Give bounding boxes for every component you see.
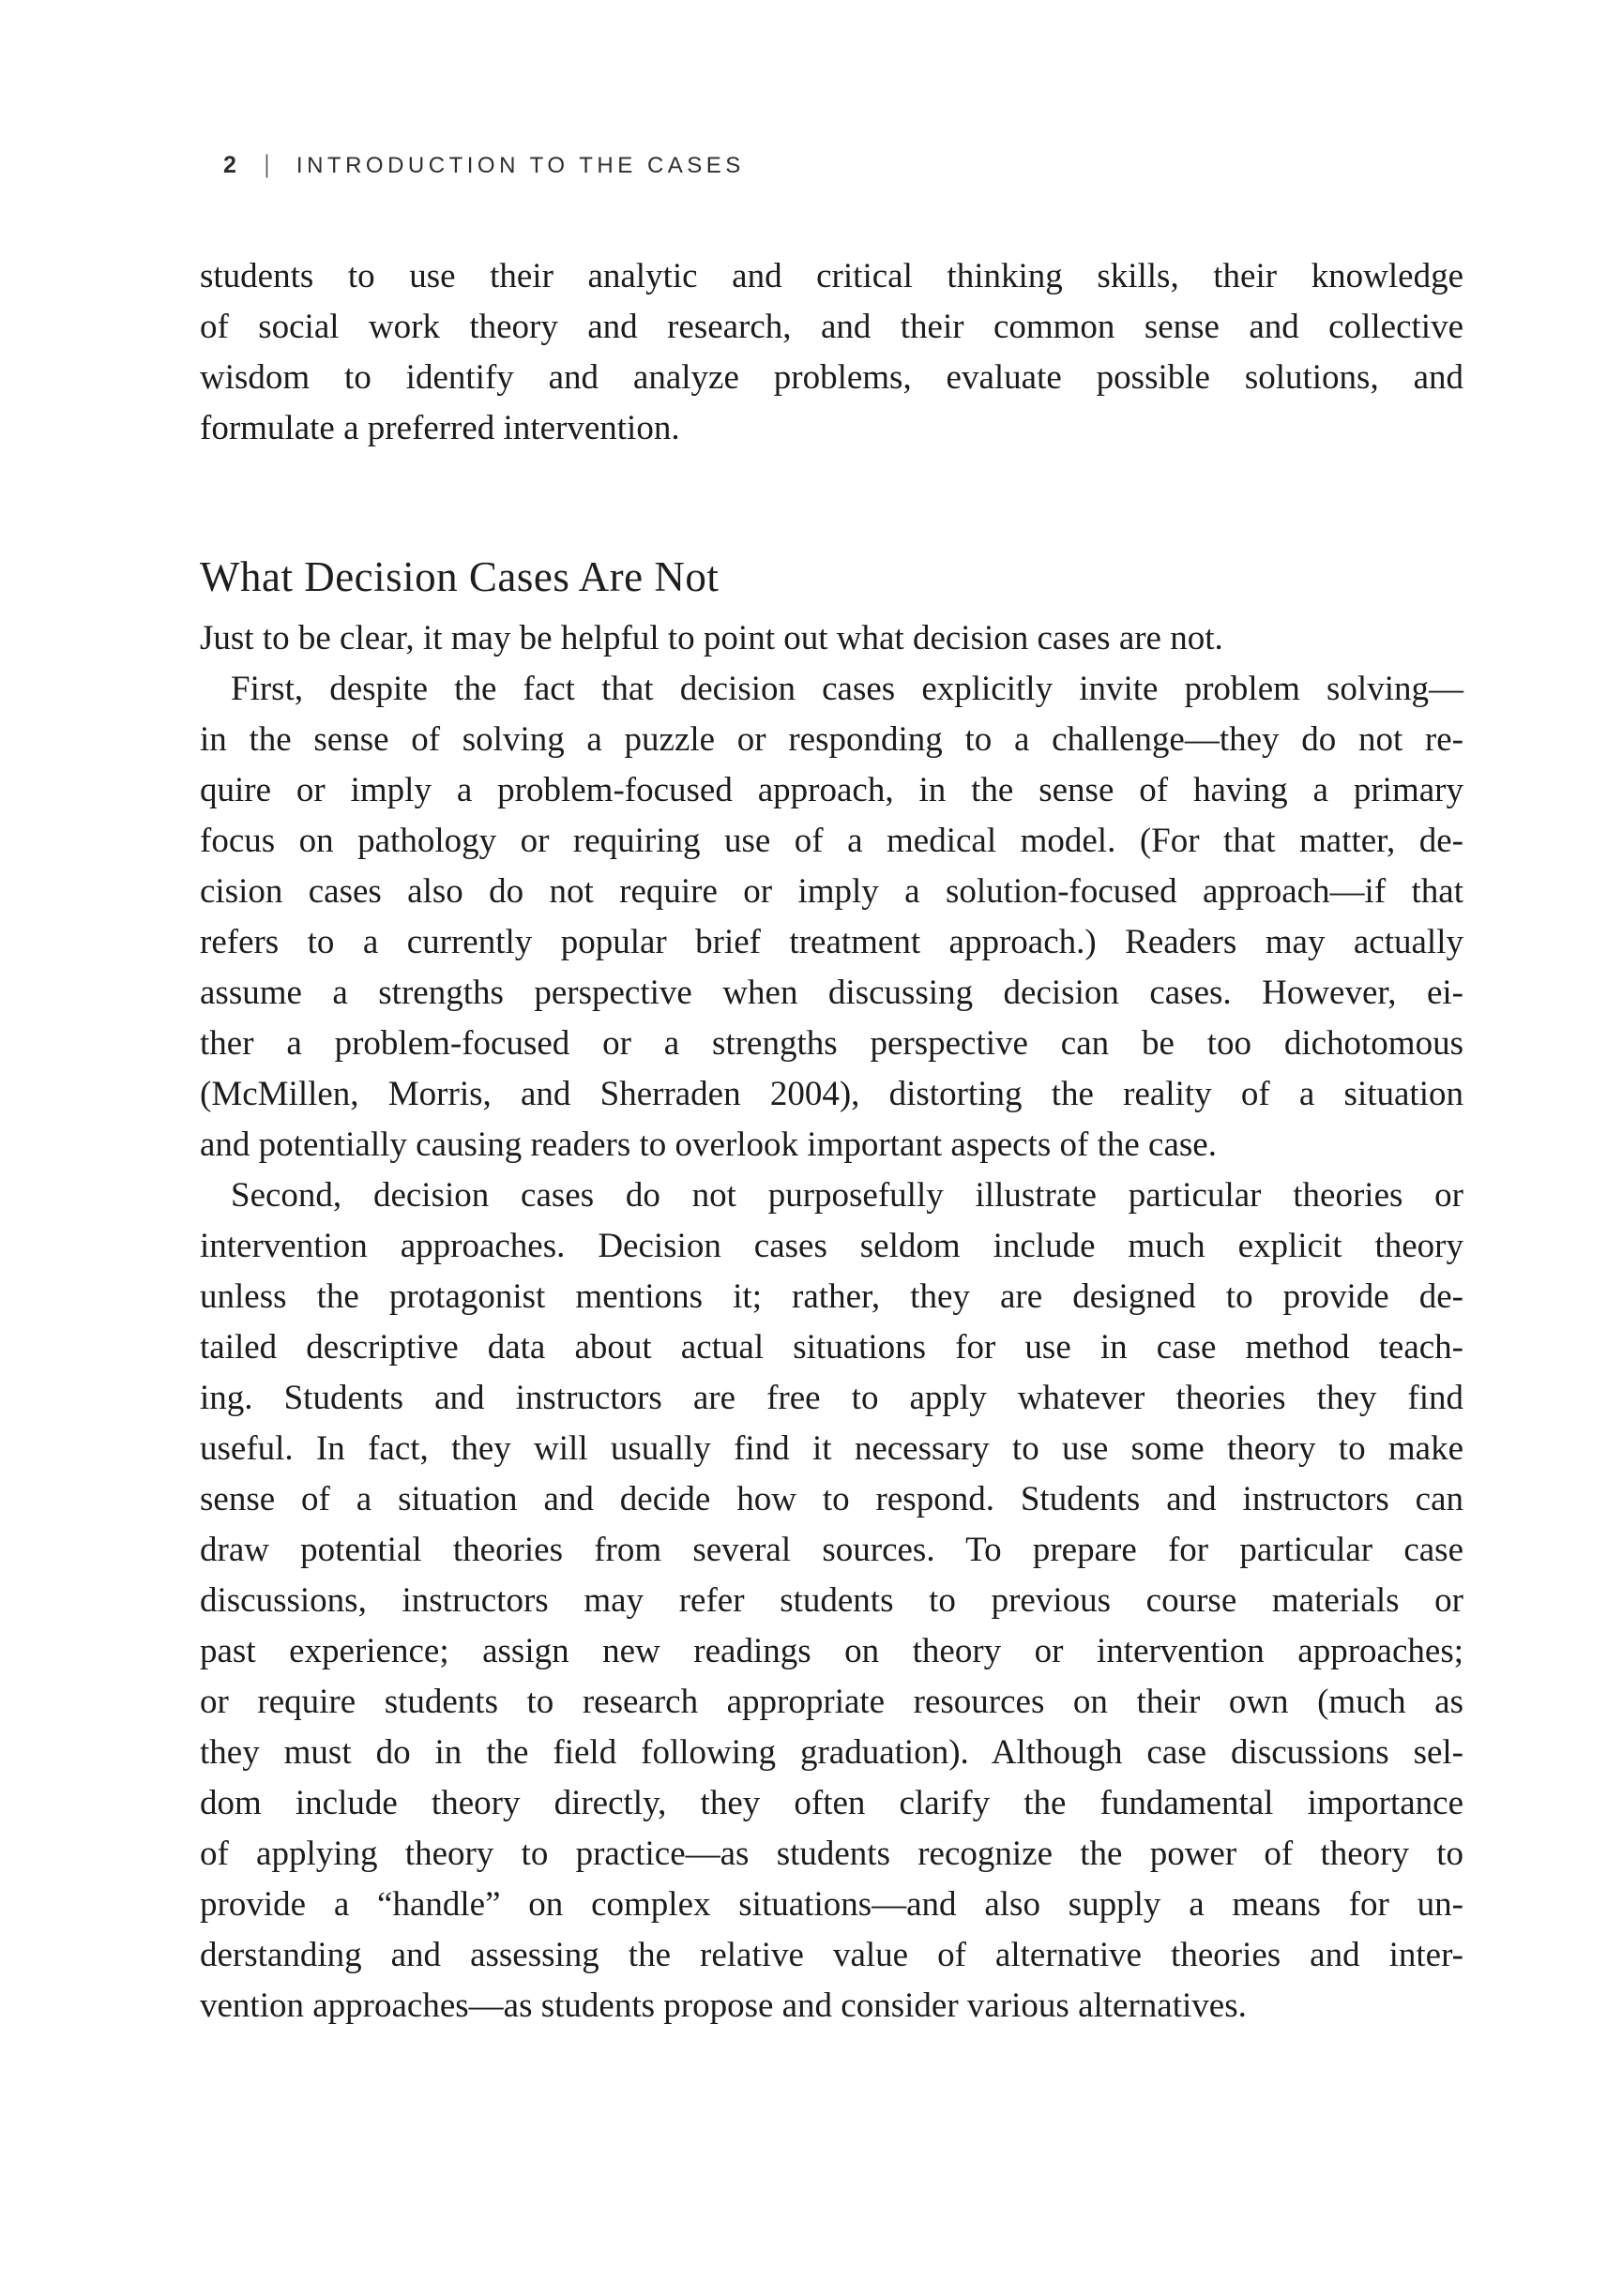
text-line: unless the protagonist mentions it; rather, they are designed to provide de- <box>200 1277 1463 1316</box>
text-line: cision cases also do not require or imply a solution-focused approach—if that <box>200 872 1463 911</box>
text-line: useful. In fact, they will usually find it necessary to use some theory to make <box>200 1429 1463 1468</box>
text-line: formulate a preferred intervention. <box>200 409 680 447</box>
body-text <box>200 251 1463 2032</box>
text-line: Just to be clear, it may be helpful to point out what decision cases are not. <box>200 619 1223 657</box>
text-line: (McMillen, Morris, and Sherraden 2004), distorting the reality of a situation <box>200 1075 1463 1113</box>
text-line: assume a strengths perspective when discussing decision cases. However, ei- <box>200 974 1463 1012</box>
text-line: they must do in the field following graduation). Although case discussions sel- <box>200 1733 1463 1772</box>
lead-paragraphs <box>200 251 1463 454</box>
text-line: Second, decision cases do not purposefully illustrate particular theories or <box>231 1176 1463 1215</box>
text-line: draw potential theories from several sources. To prepare for particular case <box>200 1531 1463 1569</box>
running-head-separator: | <box>264 150 269 178</box>
text-line: ing. Students and instructors are free to apply whatever theories they find <box>200 1379 1463 1417</box>
text-line: students to use their analytic and critical thinking skills, their knowledge <box>200 257 1463 295</box>
text-line: First, despite the fact that decision cases explicitly invite problem solving— <box>231 670 1463 708</box>
text-line: focus on pathology or requiring use of a medical model. (For that matter, de- <box>200 822 1463 860</box>
text-line: refers to a currently popular brief treatment approach.) Readers may actually <box>200 923 1463 961</box>
text-line: of applying theory to practice—as students recognize the power of theory to <box>200 1835 1463 1873</box>
paragraph <box>200 613 1463 664</box>
text-line: discussions, instructors may refer students to previous course materials or <box>200 1581 1463 1620</box>
running-head <box>223 150 745 179</box>
text-line: quire or imply a problem-focused approach, in the sense of having a primary <box>200 771 1463 809</box>
paragraph <box>200 664 1463 1171</box>
text-line: wisdom to identify and analyze problems, evaluate possible solutions, and <box>200 358 1463 397</box>
text-line: tailed descriptive data about actual situations for use in case method teach- <box>200 1328 1463 1367</box>
section-paragraphs <box>200 613 1463 2032</box>
text-line: dom include theory directly, they often clarify the fundamental importance <box>200 1784 1463 1822</box>
text-line: sense of a situation and decide how to respond. Students and instructors can <box>200 1480 1463 1518</box>
page-number: 2 <box>223 152 237 178</box>
text-line: derstanding and assessing the relative value of alternative theories and inter- <box>200 1936 1463 1974</box>
paragraph <box>200 1171 1463 2032</box>
section-heading: What Decision Cases Are Not <box>200 553 720 600</box>
text-line: and potentially causing readers to overlook important aspects of the case. <box>200 1125 1217 1164</box>
text-line: intervention approaches. Decision cases seldom include much explicit theory <box>200 1227 1463 1265</box>
text-line: ther a problem-focused or a strengths perspective can be too dichotomous <box>200 1024 1463 1063</box>
paragraph <box>200 251 1463 454</box>
text-line: vention approaches—as students propose and consider various alternatives. <box>200 1986 1247 2025</box>
text-line: in the sense of solving a puzzle or responding to a challenge—they do not re- <box>200 720 1463 759</box>
text-line: or require students to research appropriate resources on their own (much as <box>200 1683 1463 1721</box>
running-head-title: INTRODUCTION TO THE CASES <box>296 153 745 178</box>
text-line: provide a “handle” on complex situations—and also supply a means for un- <box>200 1885 1463 1924</box>
text-line: past experience; assign new readings on theory or intervention approaches; <box>200 1632 1463 1670</box>
text-line: of social work theory and research, and their common sense and collective <box>200 308 1463 346</box>
